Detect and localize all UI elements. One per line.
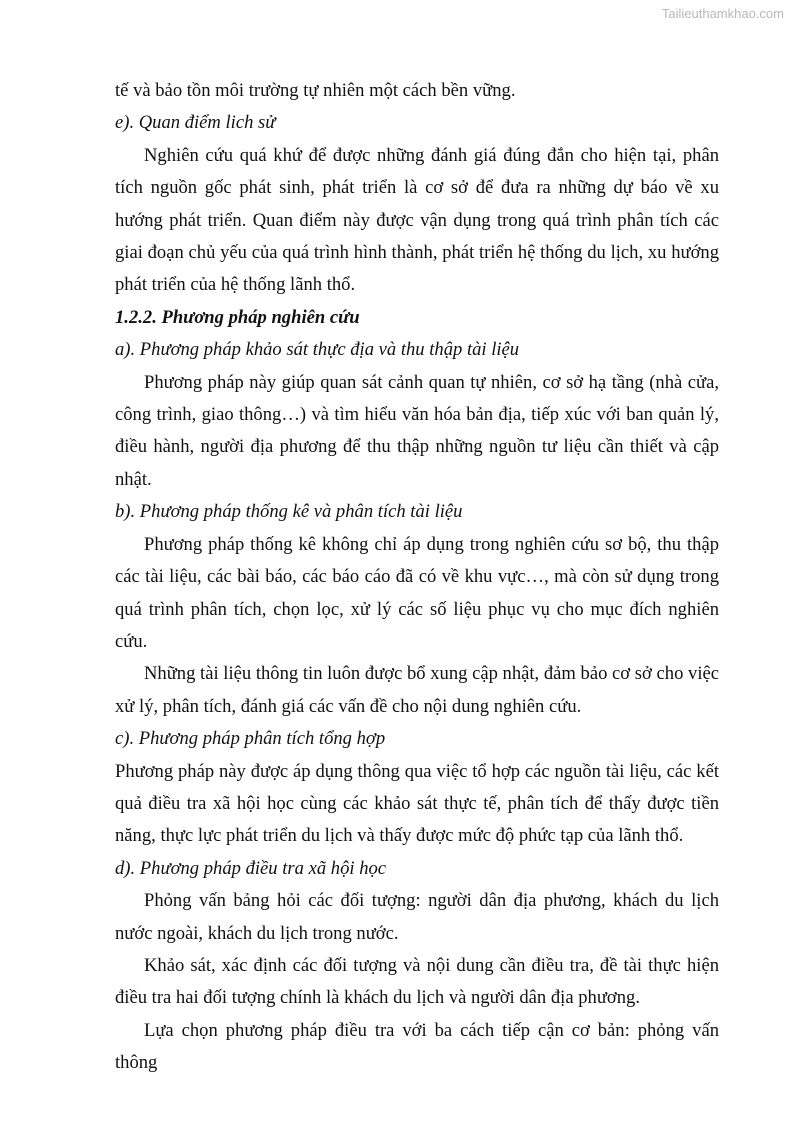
- subheading-synthesis: c). Phương pháp phân tích tổng hợp: [115, 728, 386, 750]
- paragraph-historical-view: Nghiên cứu quá khứ để được những đánh giá đúng đắn cho hiện tại, phân tích nguồn gốc phát sinh, phát triển là cơ sở để đưa ra những dự báo về xu hướng phát triển. Quan điểm này được vận dụng trong quá trình phân tích các giai đoạn chủ yếu của quá trình hình thành, phát triển hệ thống du lịch, xu hướng phát triển của hệ thống lãnh thổ.: [115, 144, 719, 296]
- section-heading-research-methods: 1.2.2. Phương pháp nghiên cứu: [115, 306, 360, 328]
- paragraph-statistics: Phương pháp thống kê không chỉ áp dụng trong nghiên cứu sơ bộ, thu thập các tài liệu, các bài báo, các báo cáo đã có về khu vực…, mà còn sử dụng trong quá trình phân tích, chọn lọc, xử lý các số liệu phục vụ cho mục đích nghiên cứu.: [115, 533, 719, 652]
- paragraph-survey-targets: Khảo sát, xác định các đối tượng và nội dung cần điều tra, đề tài thực hiện điều tra hai đối tượng chính là khách du lịch và người dân địa phương.: [115, 954, 719, 1009]
- subheading-historical-view: e). Quan điểm lich sử: [115, 112, 276, 134]
- paragraph-interview: Phỏng vấn bảng hỏi các đối tượng: người dân địa phương, khách du lịch nước ngoài, khách du lịch trong nước.: [115, 890, 719, 944]
- subheading-sociological-survey: d). Phương pháp điều tra xã hội học: [115, 857, 387, 879]
- paragraph-survey-approach: Lựa chọn phương pháp điều tra với ba cách tiếp cận cơ bản: phỏng vấn thông: [115, 1019, 719, 1074]
- paragraph-synthesis: Phương pháp này được áp dụng thông qua việc tổ hợp các nguồn tài liệu, các kết quả điều tra xã hội học cùng các khảo sát thực tế, phân tích để thấy được tiền năng, thực lực phát triển du lịch và thấy được mức độ phức tạp của lãnh thổ.: [115, 760, 719, 847]
- paragraph-statistics-update: Những tài liệu thông tin luôn được bổ xung cập nhật, đảm bảo cơ sở cho việc xử lý, phân tích, đánh giá các vấn đề cho nội dung nghiên cứu.: [115, 663, 719, 717]
- document-page: [115, 75, 719, 1080]
- paragraph-continuation: tế và bảo tồn môi trường tự nhiên một cách bền vững.: [115, 80, 516, 101]
- subheading-field-survey: a). Phương pháp khảo sát thực địa và thu thập tài liệu: [115, 339, 520, 361]
- subheading-statistics: b). Phương pháp thống kê và phân tích tài liệu: [115, 501, 463, 523]
- watermark: Tailieuthamkhao.com: [661, 6, 784, 21]
- paragraph-field-survey: Phương pháp này giúp quan sát cảnh quan tự nhiên, cơ sở hạ tầng (nhà cửa, công trình, giao thông…) và tìm hiểu văn hóa bản địa, tiếp xúc với ban quản lý, điều hành, người địa phương để thu thập những nguồn tư liệu cần thiết và cập nhật.: [115, 371, 719, 490]
